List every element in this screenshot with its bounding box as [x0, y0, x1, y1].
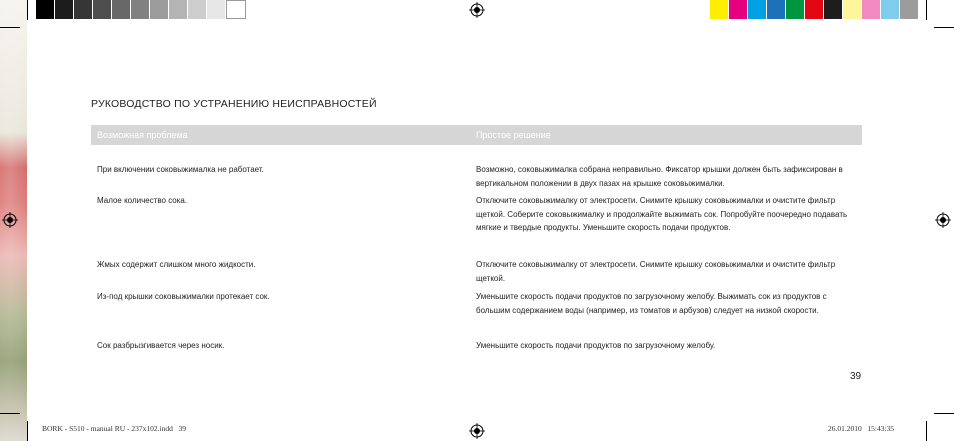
- gray-swatch-8: [169, 0, 188, 19]
- gray-swatch-1: [36, 0, 55, 19]
- color-swatch-8: [843, 0, 862, 19]
- solution-cell: Уменьшите скорость подачи продуктов по загрузочному желобу.: [476, 341, 716, 350]
- crop-mark: [0, 413, 20, 414]
- problem-cell: Малое количество сока.: [97, 196, 188, 205]
- slug-file-info: BORK - S510 - manual RU - 237x102.indd 39: [42, 424, 186, 433]
- gray-swatch-9: [188, 0, 207, 19]
- problem-cell: При включении соковыжималка не работает.: [97, 165, 264, 174]
- registration-mark-icon: [935, 212, 951, 228]
- solution-cell: Возможно, соковыжималка собрана неправильно. Фиксатор крышки должен быть зафиксирован в вертикальном положении в двух пазах на крышке соковыжималки.: [476, 165, 843, 188]
- gray-swatch-4: [93, 0, 112, 19]
- gray-swatch-3: [74, 0, 93, 19]
- color-swatch-11: [900, 0, 919, 19]
- color-swatch-3: [748, 0, 767, 19]
- slug-timestamp: 26.01.2010 15:43:35: [828, 424, 895, 433]
- crop-mark: [934, 27, 954, 28]
- color-swatch-4: [767, 0, 786, 19]
- crop-mark: [934, 413, 954, 414]
- problem-cell: Сок разбрызгивается через носик.: [97, 341, 225, 350]
- solution-cell: Уменьшите скорость подачи продуктов по загрузочному желобу. Выжимать сок из продуктов с большим содержанием воды (например, из томатов и арбузов) следует на низкой скорости.: [476, 292, 827, 315]
- color-swatch-2: [729, 0, 748, 19]
- solution-cell: Отключите соковыжималку от электросети. Снимите крышку соковыжималки и очистите фильтр щеткой. Соберите соковыжималку и продолжайте выжимать сок. Попробуйте поочередно подавать мягкие и твердые продукты. Уменьшите скорость подачи продуктов.: [476, 196, 848, 232]
- gray-swatch-11: [226, 0, 246, 19]
- solution-cell: Отключите соковыжималку от электросети. Снимите крышку соковыжималки и очистите фильтр щеткой.: [476, 260, 836, 283]
- crop-mark: [926, 0, 927, 20]
- registration-mark-icon: [469, 2, 485, 18]
- problem-cell: Жмых содержит слишком много жидкости.: [97, 260, 256, 269]
- gray-swatch-7: [150, 0, 169, 19]
- color-swatch-6: [805, 0, 824, 19]
- page-number: 39: [850, 371, 862, 382]
- crop-mark: [27, 421, 28, 441]
- registration-mark-icon: [2, 212, 18, 228]
- color-swatch-1: [710, 0, 729, 19]
- gray-swatch-10: [207, 0, 226, 19]
- color-swatch-10: [881, 0, 900, 19]
- crop-mark: [926, 421, 927, 441]
- color-swatch-9: [862, 0, 881, 19]
- process-color-bar: [710, 0, 919, 19]
- header-problem: Возможная проблема: [97, 130, 188, 140]
- header-solution: Простое решение: [476, 130, 551, 140]
- crop-mark: [0, 27, 20, 28]
- table-header: [91, 125, 862, 145]
- gray-swatch-5: [112, 0, 131, 19]
- color-swatch-7: [824, 0, 843, 19]
- crop-mark: [27, 0, 28, 20]
- gray-swatch-6: [131, 0, 150, 19]
- problem-cell: Из-под крышки соковыжималки протекает сок.: [97, 292, 270, 301]
- color-swatch-5: [786, 0, 805, 19]
- gray-swatch-2: [55, 0, 74, 19]
- registration-mark-icon: [469, 423, 485, 439]
- grayscale-color-bar: [36, 0, 246, 19]
- page-title: РУКОВОДСТВО ПО УСТРАНЕНИЮ НЕИСПРАВНОСТЕЙ: [91, 98, 377, 110]
